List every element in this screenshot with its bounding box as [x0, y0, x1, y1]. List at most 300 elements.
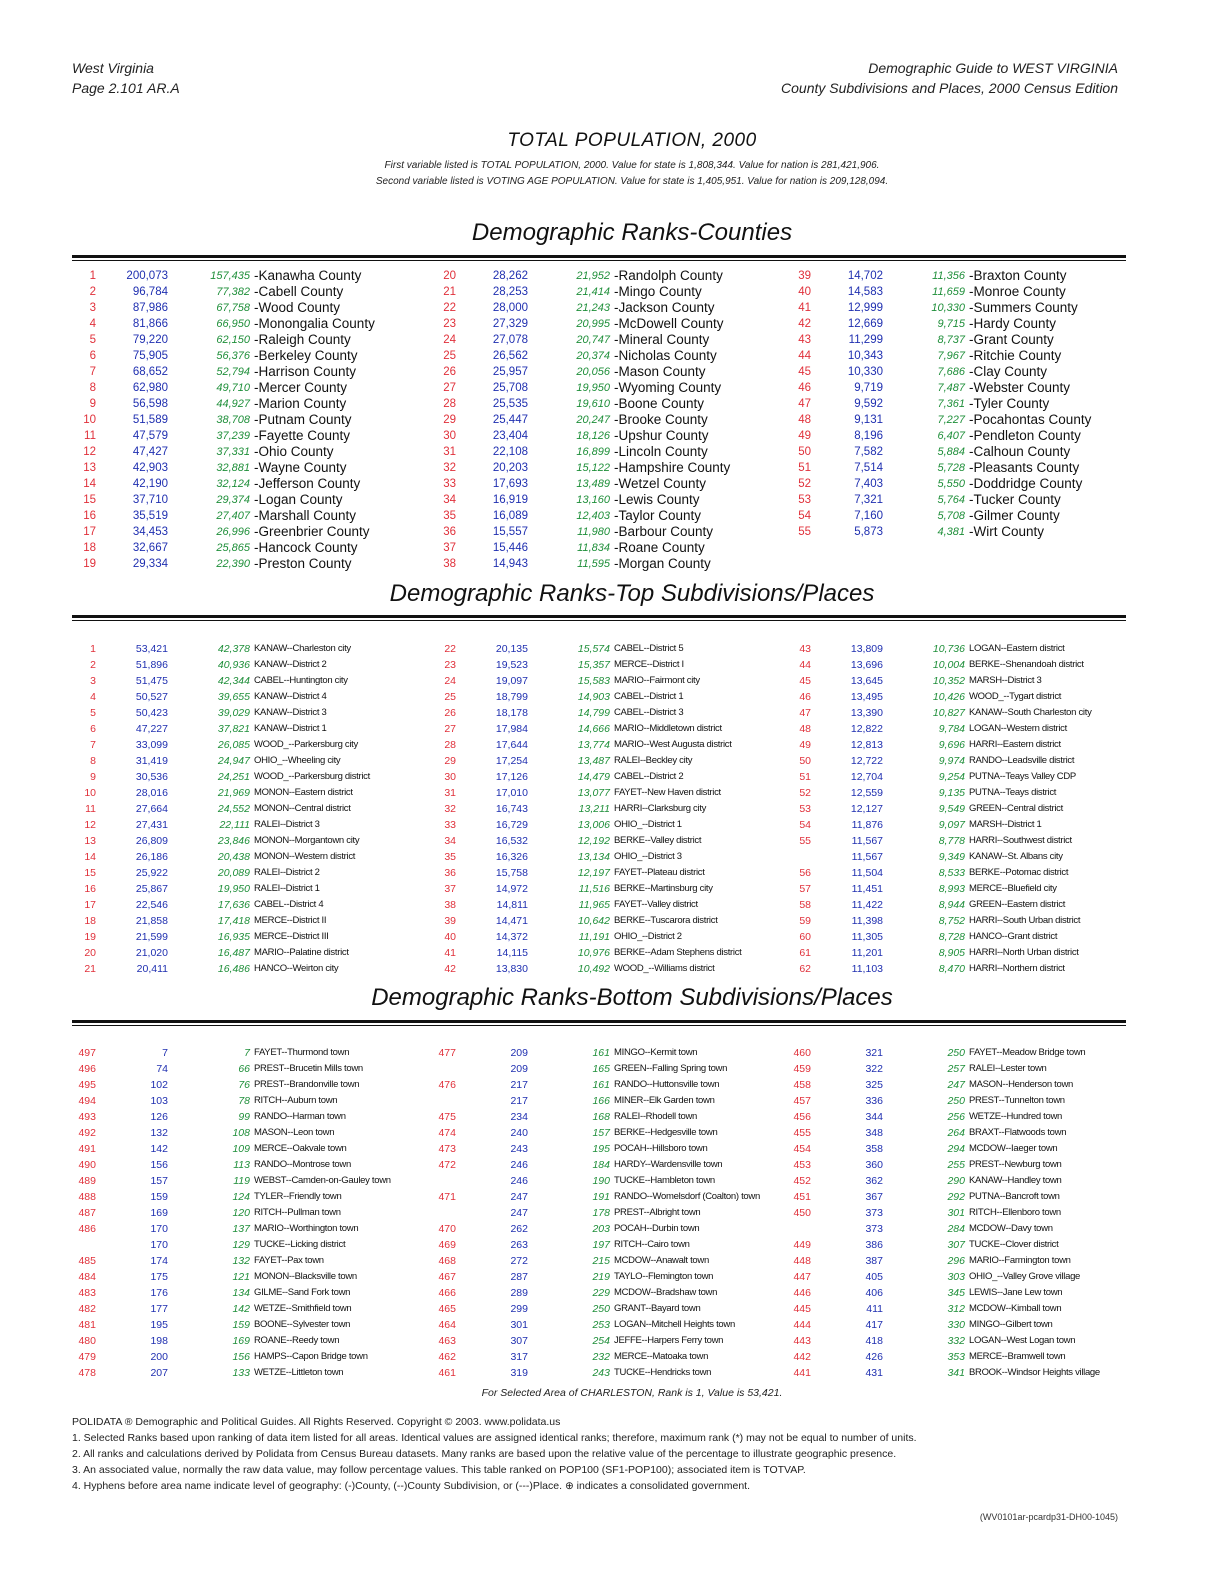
voting-age-population: 8,728 — [938, 931, 965, 943]
total-population: 367 — [865, 1191, 883, 1203]
bottom-place-row — [787, 1189, 1127, 1205]
voting-age-population: 15,574 — [577, 643, 610, 655]
county-row — [432, 380, 772, 396]
area-name: TUCKE--Clover district — [969, 1239, 1059, 1250]
voting-age-population: 21,952 — [576, 270, 610, 282]
county-row — [432, 508, 772, 524]
rank: 51 — [799, 771, 811, 783]
top-place-row — [787, 737, 1127, 753]
rank: 32 — [443, 462, 456, 474]
voting-age-population: 21,243 — [576, 302, 610, 314]
county-row-column — [432, 268, 772, 572]
bottom-place-row — [72, 1093, 412, 1109]
area-name: MARIO--Middletown district — [614, 723, 722, 734]
rank: 470 — [438, 1223, 456, 1235]
total-population: 126 — [150, 1111, 168, 1123]
voting-age-population: 296 — [947, 1255, 965, 1267]
rank: 450 — [793, 1207, 811, 1219]
voting-age-population: 9,097 — [938, 819, 965, 831]
area-name: BROOK--Windsor Heights village — [969, 1367, 1100, 1378]
total-population: 348 — [865, 1127, 883, 1139]
voting-age-population: 5,764 — [937, 494, 965, 506]
top-place-row — [787, 865, 1127, 881]
total-population: 28,016 — [135, 787, 168, 799]
total-population: 247 — [510, 1207, 528, 1219]
area-name: BERKE--Potomac district — [969, 867, 1069, 878]
rank: 31 — [443, 446, 456, 458]
voting-age-population: 14,903 — [577, 691, 610, 703]
top-place-row — [787, 929, 1127, 945]
voting-age-population: 264 — [947, 1127, 965, 1139]
section-rule-counties — [72, 255, 1126, 261]
area-name: MARSH--District 1 — [969, 819, 1042, 830]
bottom-place-row — [787, 1253, 1127, 1269]
top-place-row — [72, 753, 412, 769]
rank: 54 — [799, 819, 811, 831]
header-left — [72, 58, 180, 98]
total-population: 51,589 — [132, 414, 168, 426]
rank: 20 — [84, 947, 96, 959]
total-population: 387 — [865, 1255, 883, 1267]
voting-age-population: 345 — [947, 1287, 965, 1299]
area-name: KANAW--District 1 — [254, 723, 327, 734]
bottom-place-row — [432, 1333, 772, 1349]
voting-age-population: 108 — [232, 1127, 250, 1139]
total-population: 177 — [150, 1303, 168, 1315]
voting-age-population: 40,936 — [217, 659, 250, 671]
county-row — [72, 556, 412, 572]
rank: 461 — [438, 1367, 456, 1379]
area-name: HAMPS--Capon Bridge town — [254, 1351, 368, 1362]
rank: 44 — [799, 659, 811, 671]
rank: 46 — [798, 382, 811, 394]
total-population: 25,708 — [492, 382, 528, 394]
voting-age-population: 165 — [592, 1063, 610, 1075]
total-population: 360 — [865, 1159, 883, 1171]
rank: 455 — [793, 1127, 811, 1139]
area-name: TYLER--Friendly town — [254, 1191, 342, 1202]
total-population: 12,813 — [850, 739, 883, 751]
top-place-row — [787, 945, 1127, 961]
total-population: 42,903 — [132, 462, 168, 474]
rank: 18 — [84, 915, 96, 927]
total-population: 11,305 — [851, 931, 883, 943]
rank: 493 — [78, 1111, 96, 1123]
voting-age-population: 49,710 — [216, 382, 250, 394]
bottom-place-row — [787, 1045, 1127, 1061]
rank: 465 — [438, 1303, 456, 1315]
voting-age-population: 24,552 — [217, 803, 250, 815]
voting-age-population: 254 — [592, 1335, 610, 1347]
area-name: RANDO--Huttonsville town — [614, 1079, 720, 1090]
voting-age-population: 66,950 — [216, 318, 250, 330]
rank: 46 — [799, 691, 811, 703]
rank: 483 — [78, 1287, 96, 1299]
total-population: 12,704 — [850, 771, 883, 783]
voting-age-population: 8,752 — [938, 915, 965, 927]
area-name: MASON--Leon town — [254, 1127, 335, 1138]
rank: 17 — [83, 526, 96, 538]
bottom-place-row — [787, 1093, 1127, 1109]
area-name: WETZE--Smithfield town — [254, 1303, 352, 1314]
total-population: 301 — [510, 1319, 528, 1331]
top-place-row — [432, 753, 772, 769]
voting-age-population: 8,905 — [938, 947, 965, 959]
voting-age-population: 10,736 — [932, 643, 965, 655]
total-population: 19,523 — [495, 659, 528, 671]
rank: 62 — [799, 963, 811, 975]
area-name: -Upshur County — [614, 428, 709, 443]
top-place-row — [787, 769, 1127, 785]
rank: 484 — [78, 1271, 96, 1283]
rank: 442 — [793, 1351, 811, 1363]
bottom-place-row — [432, 1301, 772, 1317]
county-row — [72, 460, 412, 476]
area-name: KANAW--St. Albans city — [969, 851, 1063, 862]
state-label: West Virginia — [72, 60, 154, 76]
area-name: BERKE--Valley district — [614, 835, 702, 846]
voting-age-population: 7,967 — [937, 350, 965, 362]
county-row — [72, 428, 412, 444]
voting-age-population: 12,192 — [577, 835, 610, 847]
total-population: 9,719 — [854, 382, 883, 394]
voting-age-population: 14,666 — [577, 723, 610, 735]
voting-age-population: 9,715 — [937, 318, 965, 330]
county-row — [72, 444, 412, 460]
area-name: -Raleigh County — [254, 332, 351, 347]
rank: 34 — [444, 835, 456, 847]
county-row — [72, 476, 412, 492]
county-row — [432, 428, 772, 444]
area-name: MONON--Blacksville town — [254, 1271, 357, 1282]
top-place-row — [72, 849, 412, 865]
voting-age-population: 169 — [232, 1335, 250, 1347]
rank: 473 — [438, 1143, 456, 1155]
rank: 3 — [89, 302, 96, 314]
total-population: 15,758 — [495, 867, 528, 879]
area-name: RALEI--Rhodell town — [614, 1111, 698, 1122]
rank: 33 — [443, 478, 456, 490]
voting-age-population: 10,642 — [577, 915, 610, 927]
total-population: 12,127 — [850, 803, 883, 815]
rank: 42 — [444, 963, 456, 975]
area-name: -Roane County — [614, 540, 705, 555]
bottom-place-row — [787, 1061, 1127, 1077]
area-name: MARIO--West Augusta district — [614, 739, 732, 750]
county-row — [72, 524, 412, 540]
voting-age-population: 23,846 — [217, 835, 250, 847]
voting-age-population: 219 — [592, 1271, 610, 1283]
voting-age-population: 229 — [592, 1287, 610, 1299]
voting-age-population: 294 — [947, 1143, 965, 1155]
voting-age-population: 7,227 — [937, 414, 965, 426]
page-number: Page 2.101 AR.A — [72, 80, 180, 96]
area-name: -Marion County — [254, 396, 347, 411]
page-title: TOTAL POPULATION, 2000 — [507, 130, 757, 151]
voting-age-population: 8,737 — [937, 334, 965, 346]
voting-age-population: 13,489 — [576, 478, 610, 490]
voting-age-population: 17,636 — [217, 899, 250, 911]
county-row — [72, 380, 412, 396]
total-population: 272 — [510, 1255, 528, 1267]
total-population: 23,404 — [492, 430, 528, 442]
county-row — [72, 492, 412, 508]
area-name: MARSH--District 3 — [969, 675, 1042, 686]
total-population: 29,334 — [132, 558, 168, 570]
total-population: 103 — [150, 1095, 168, 1107]
total-population: 81,866 — [132, 318, 168, 330]
bottom-place-row — [787, 1141, 1127, 1157]
area-name: HARRI--Southwest district — [969, 835, 1072, 846]
rank: 9 — [90, 771, 96, 783]
county-row — [432, 268, 772, 284]
rank: 475 — [438, 1111, 456, 1123]
total-population: 317 — [510, 1351, 528, 1363]
total-population: 157 — [150, 1175, 168, 1187]
rank: 479 — [78, 1351, 96, 1363]
rank: 486 — [78, 1223, 96, 1235]
rank: 29 — [443, 414, 456, 426]
total-population: 289 — [510, 1287, 528, 1299]
top-place-row — [432, 689, 772, 705]
area-name: HARDY--Wardensville town — [614, 1159, 723, 1170]
rank: 495 — [78, 1079, 96, 1091]
top-place-row — [787, 721, 1127, 737]
rank: 452 — [793, 1175, 811, 1187]
voting-age-population: 256 — [947, 1111, 965, 1123]
area-name: RANDO--Leadsville district — [969, 755, 1075, 766]
voting-age-population: 20,247 — [576, 414, 610, 426]
bottom-place-row — [787, 1285, 1127, 1301]
bottom-place-row — [72, 1077, 412, 1093]
top-place-row — [787, 673, 1127, 689]
footer-notes — [72, 1414, 917, 1494]
bottom-place-row — [432, 1365, 772, 1381]
total-population: 14,702 — [847, 270, 883, 282]
voting-age-population: 13,211 — [578, 803, 610, 815]
total-population: 5,873 — [854, 526, 883, 538]
total-population: 11,299 — [848, 334, 883, 346]
bottom-place-row — [72, 1317, 412, 1333]
voting-age-population: 195 — [592, 1143, 610, 1155]
rank: 19 — [84, 931, 96, 943]
subtitle-first-variable: First variable listed is TOTAL POPULATION, 2000. Value for state is 1,808,344. Value for nation is 281,421,906. — [384, 160, 880, 171]
area-name: GREEN--Falling Spring town — [614, 1063, 728, 1074]
total-population: 14,372 — [495, 931, 528, 943]
area-name: OHIO_--District 3 — [614, 851, 682, 862]
bottom-place-row — [432, 1317, 772, 1333]
area-name: HARRI--North Urban district — [969, 947, 1079, 958]
section-rule-top-places — [72, 615, 1126, 621]
voting-age-population: 26,085 — [217, 739, 250, 751]
total-population: 12,669 — [847, 318, 883, 330]
area-name: LOGAN--Western district — [969, 723, 1067, 734]
voting-age-population: 13,134 — [577, 851, 610, 863]
area-name: MCDOW--Iaeger town — [969, 1143, 1058, 1154]
rank: 54 — [798, 510, 811, 522]
county-row — [787, 364, 1127, 380]
voting-age-population: 17,418 — [217, 915, 250, 927]
area-name: -Tyler County — [969, 396, 1050, 411]
county-row — [787, 428, 1127, 444]
area-name: MASON--Henderson town — [969, 1079, 1074, 1090]
total-population: 7,582 — [854, 446, 883, 458]
rank: 11 — [85, 803, 96, 815]
total-population: 386 — [865, 1239, 883, 1251]
total-population: 26,562 — [492, 350, 528, 362]
total-population: 16,729 — [495, 819, 528, 831]
top-place-row — [72, 801, 412, 817]
top-place-row — [432, 785, 772, 801]
rank: 7 — [89, 366, 96, 378]
voting-age-population: 11,980 — [577, 526, 610, 538]
total-population: 22,108 — [492, 446, 528, 458]
area-name: WOOD_--Williams district — [614, 963, 715, 974]
county-row — [787, 508, 1127, 524]
total-population: 79,220 — [132, 334, 168, 346]
rank: 37 — [444, 883, 456, 895]
total-population: 132 — [150, 1127, 168, 1139]
bottom-place-row — [72, 1061, 412, 1077]
rank: 448 — [793, 1255, 811, 1267]
voting-age-population: 10,004 — [932, 659, 965, 671]
rank: 55 — [799, 835, 811, 847]
total-population: 11,103 — [851, 963, 883, 975]
area-name: KANAW--District 2 — [254, 659, 327, 670]
area-name: TUCKE--Licking district — [254, 1239, 346, 1250]
county-row — [432, 476, 772, 492]
voting-age-population: 10,426 — [932, 691, 965, 703]
top-place-row — [72, 817, 412, 833]
county-row — [787, 332, 1127, 348]
voting-age-population: 137 — [232, 1223, 250, 1235]
area-name: MERCE--Bramwell town — [969, 1351, 1066, 1362]
rank: 26 — [443, 366, 456, 378]
total-population: 217 — [510, 1095, 528, 1107]
total-population: 56,598 — [132, 398, 168, 410]
section-title-counties: Demographic Ranks-Counties — [471, 219, 793, 246]
area-name: MERCE--District I — [614, 659, 684, 670]
area-name: -Mercer County — [254, 380, 348, 395]
voting-age-population: 9,254 — [938, 771, 965, 783]
voting-age-population: 24,947 — [217, 755, 250, 767]
county-row — [432, 524, 772, 540]
voting-age-population: 12,403 — [576, 510, 610, 522]
rank: 488 — [78, 1191, 96, 1203]
voting-age-population: 25,865 — [216, 542, 250, 554]
area-name: -Fayette County — [254, 428, 351, 443]
total-population: 19,097 — [495, 675, 528, 687]
total-population: 207 — [150, 1367, 168, 1379]
voting-age-population: 11,191 — [578, 931, 610, 943]
rank: 446 — [793, 1287, 811, 1299]
top-place-row — [432, 769, 772, 785]
rank: 27 — [443, 382, 456, 394]
total-population: 156 — [150, 1159, 168, 1171]
bottom-place-row — [432, 1221, 772, 1237]
rank: 468 — [438, 1255, 456, 1267]
voting-age-population: 284 — [947, 1223, 965, 1235]
area-name: FAYET--Pax town — [254, 1255, 324, 1266]
top-place-row — [432, 721, 772, 737]
voting-age-population: 10,492 — [577, 963, 610, 975]
rank: 28 — [444, 739, 456, 751]
total-population: 142 — [150, 1143, 168, 1155]
rank: 17 — [84, 899, 96, 911]
voting-age-population: 161 — [592, 1047, 610, 1059]
rank: 462 — [438, 1351, 456, 1363]
area-name: GREEN--Central district — [969, 803, 1063, 814]
top-place-row — [72, 961, 412, 977]
total-population: 319 — [510, 1367, 528, 1379]
voting-age-population: 13,077 — [577, 787, 610, 799]
bottom-place-row — [72, 1125, 412, 1141]
top-place-row — [432, 961, 772, 977]
total-population: 200 — [150, 1351, 168, 1363]
rank: 8 — [89, 382, 96, 394]
total-population: 170 — [150, 1223, 168, 1235]
top-place-row — [432, 817, 772, 833]
total-population: 17,644 — [495, 739, 528, 751]
total-population: 209 — [510, 1047, 528, 1059]
bottom-place-row — [72, 1269, 412, 1285]
total-population: 26,809 — [135, 835, 168, 847]
rank: 47 — [798, 398, 811, 410]
bottom-place-row — [72, 1253, 412, 1269]
voting-age-population: 15,583 — [577, 675, 610, 687]
area-name: WOOD_--Parkersburg district — [254, 771, 370, 782]
area-name: -Nicholas County — [614, 348, 717, 363]
voting-age-population: 5,550 — [937, 478, 965, 490]
total-population: 170 — [150, 1239, 168, 1251]
voting-age-population: 290 — [947, 1175, 965, 1187]
total-population: 426 — [865, 1351, 883, 1363]
rank: 30 — [444, 771, 456, 783]
area-name: TAYLO--Flemington town — [614, 1271, 714, 1282]
rank: 480 — [78, 1335, 96, 1347]
area-name: -Wirt County — [969, 524, 1045, 539]
voting-age-population: 159 — [232, 1319, 250, 1331]
area-name: PUTNA--Bancroft town — [969, 1191, 1060, 1202]
area-name: -Summers County — [969, 300, 1078, 315]
rank: 39 — [798, 270, 811, 282]
area-name: HARRI--Northern district — [969, 963, 1065, 974]
rank: 36 — [443, 526, 456, 538]
total-population: 16,743 — [495, 803, 528, 815]
total-population: 418 — [865, 1335, 883, 1347]
bottom-place-row — [432, 1253, 772, 1269]
total-population: 25,535 — [492, 398, 528, 410]
rank: 48 — [799, 723, 811, 735]
voting-age-population: 11,659 — [932, 286, 965, 298]
voting-age-population: 353 — [947, 1351, 965, 1363]
area-name: -Marshall County — [254, 508, 357, 523]
total-population: 25,447 — [492, 414, 528, 426]
rank: 41 — [444, 947, 456, 959]
rank: 61 — [799, 947, 811, 959]
voting-age-population: 292 — [947, 1191, 965, 1203]
bottom-place-row — [787, 1333, 1127, 1349]
voting-age-population: 14,799 — [577, 707, 610, 719]
bottom-place-row — [72, 1141, 412, 1157]
top-place-row — [72, 945, 412, 961]
area-name: BERKE--Adam Stephens district — [614, 947, 742, 958]
total-population: 25,957 — [492, 366, 528, 378]
area-name: -Hampshire County — [614, 460, 731, 475]
rank: 19 — [83, 558, 96, 570]
bottom-place-row — [432, 1189, 772, 1205]
area-name: MINGO--Kermit town — [614, 1047, 698, 1058]
